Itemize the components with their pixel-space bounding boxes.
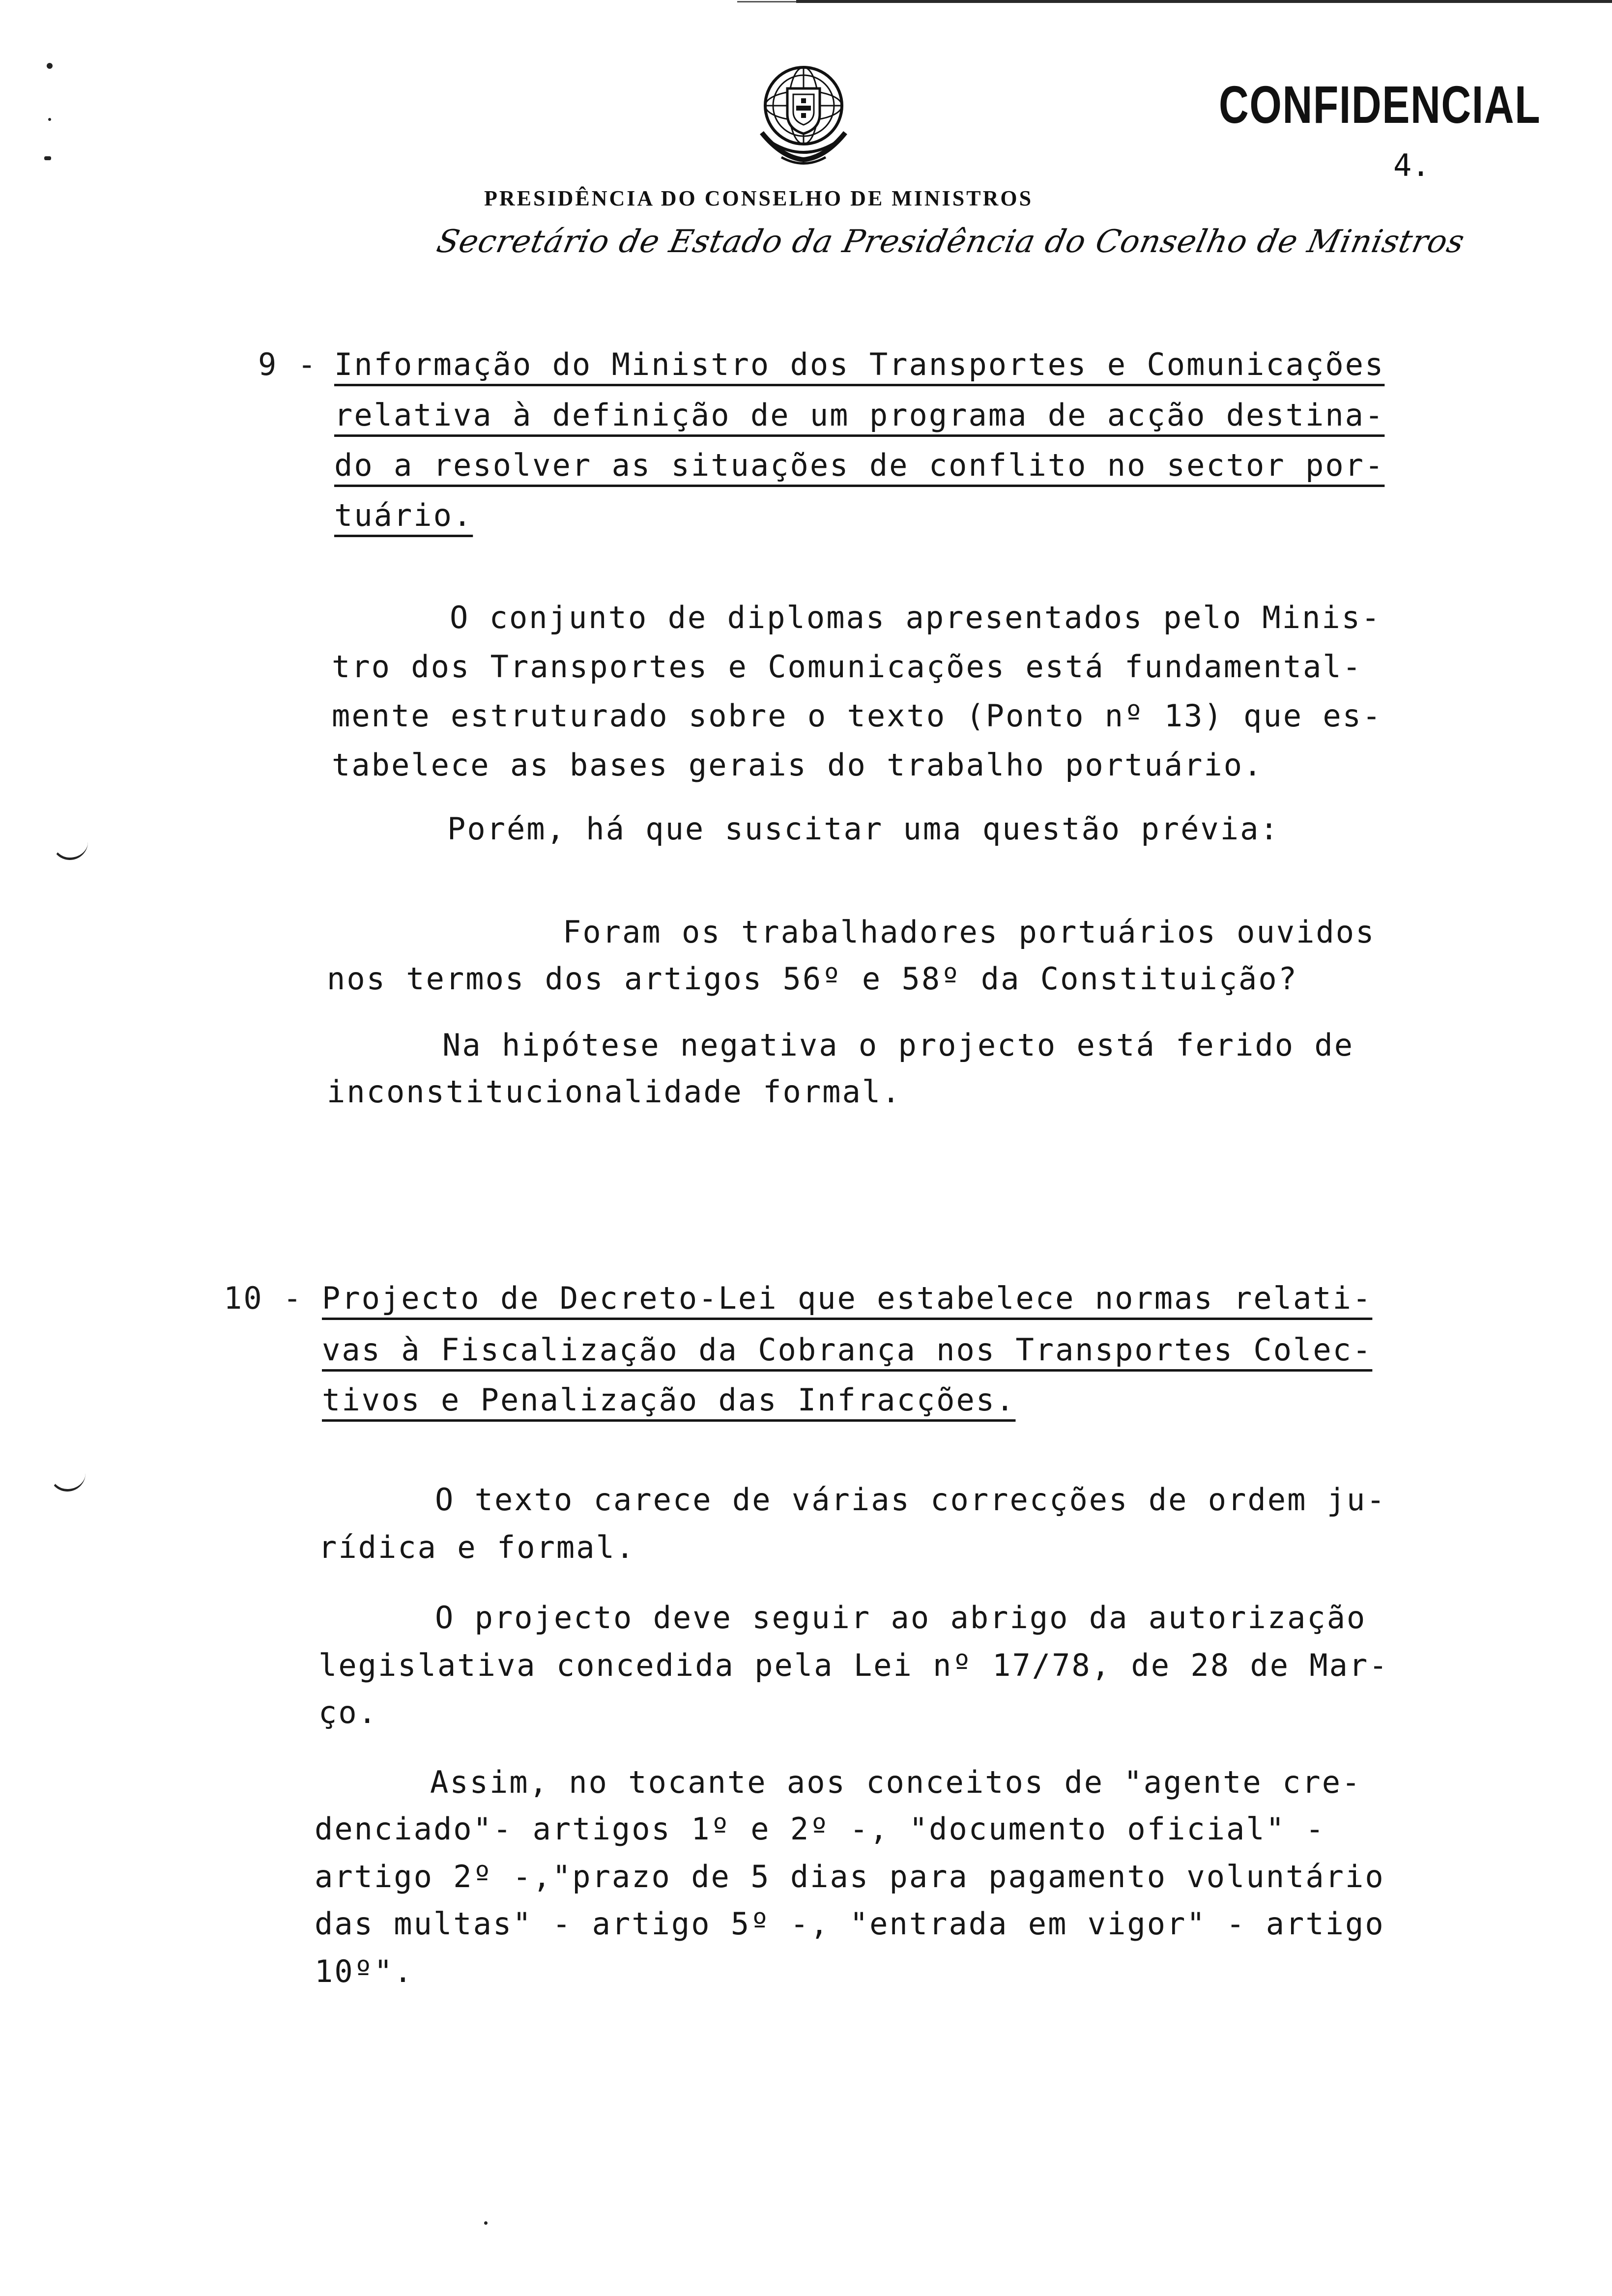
- paragraph-line: nos termos dos artigos 56º e 58º da Constituição?: [327, 961, 1298, 997]
- paragraph-line: tro dos Transportes e Comunicações está fundamental-: [332, 649, 1363, 685]
- section-10-title-line: Projecto de Decreto-Lei que estabelece normas relati-: [322, 1280, 1373, 1316]
- margin-dot: [44, 156, 51, 160]
- paragraph-line: Foram os trabalhadores portuários ouvidos: [563, 914, 1376, 950]
- section-9-number: 9 -: [258, 346, 317, 382]
- paragraph-line: Na hipótese negativa o projecto está ferido de: [442, 1027, 1354, 1063]
- section-10-number: 10 -: [224, 1280, 303, 1316]
- section-9-title-line: Informação do Ministro dos Transportes e Comunicações: [334, 346, 1385, 382]
- paragraph-line: artigo 2º -,"prazo de 5 dias para pagamento voluntário: [315, 1859, 1385, 1894]
- paragraph-line: das multas" - artigo 5º -, "entrada em vigor" - artigo: [315, 1906, 1385, 1942]
- paragraph-line: Assim, no tocante aos conceitos de "agente cre-: [430, 1764, 1362, 1800]
- confidential-stamp: CONFIDENCIAL: [1219, 75, 1541, 134]
- institution-heading: PRESIDÊNCIA DO CONSELHO DE MINISTROS: [484, 186, 1034, 210]
- portuguese-coat-of-arms-icon: [742, 59, 865, 172]
- paragraph-line: inconstitucionalidade formal.: [327, 1074, 902, 1110]
- section-9-title-line: do a resolver as situações de conflito no sector por-: [334, 447, 1385, 483]
- paragraph-line: mente estruturado sobre o texto (Ponto nº 13) que es-: [332, 698, 1382, 734]
- margin-check-mark: [49, 1469, 86, 1492]
- paragraph-line: ço.: [318, 1694, 378, 1730]
- secretariat-subheading: Secretário de Estado da Presidência do Conselho de Ministros: [433, 224, 1468, 260]
- paragraph-line: O texto carece de várias correcções de ordem ju-: [435, 1482, 1386, 1518]
- margin-dot: [48, 118, 51, 121]
- margin-check-mark: [52, 838, 88, 860]
- margin-dot: [47, 63, 53, 69]
- top-edge-rule: [796, 0, 1612, 3]
- paragraph-line: rídica e formal.: [318, 1529, 636, 1565]
- section-9-title-line: tuário.: [334, 497, 473, 533]
- paragraph-line: O conjunto de diplomas apresentados pelo Minis-: [450, 600, 1382, 635]
- margin-dot: [484, 2221, 488, 2225]
- page-number: 4.: [1393, 147, 1430, 183]
- section-10-title-line: vas à Fiscalização da Cobrança nos Transportes Colec-: [322, 1332, 1373, 1368]
- paragraph-line: Porém, há que suscitar uma questão prévia:: [447, 811, 1280, 847]
- paragraph-line: 10º".: [315, 1953, 414, 1989]
- paragraph-line: legislativa concedida pela Lei nº 17/78, de 28 de Mar-: [318, 1647, 1389, 1683]
- section-10-title-line: tivos e Penalização das Infracções.: [322, 1382, 1016, 1418]
- paragraph-line: tabelece as bases gerais do trabalho portuário.: [332, 747, 1264, 783]
- section-9-title-line: relativa à definição de um programa de acção destina-: [334, 397, 1385, 433]
- paragraph-line: O projecto deve seguir ao abrigo da autorização: [435, 1600, 1367, 1636]
- paragraph-line: denciado"- artigos 1º e 2º -, "documento oficial" -: [315, 1811, 1325, 1847]
